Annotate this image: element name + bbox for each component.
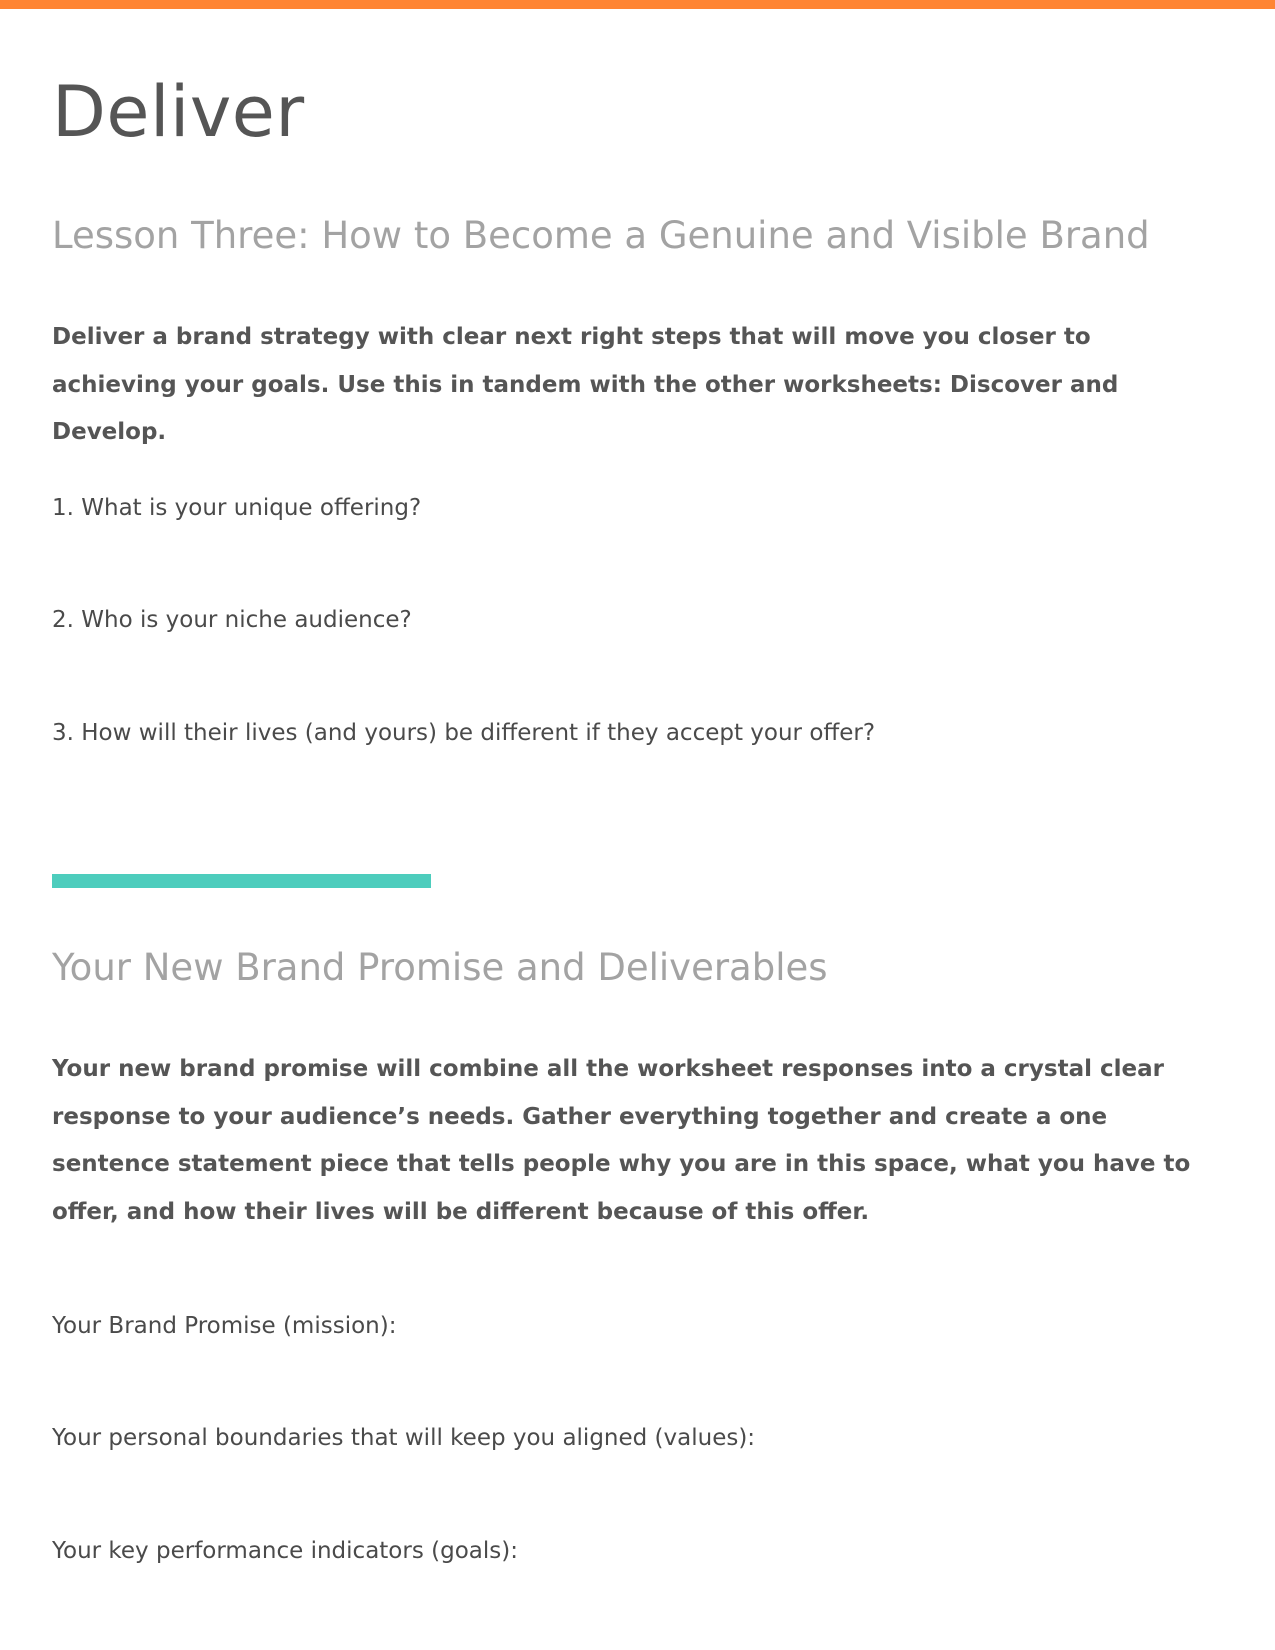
question-3: 3. How will their lives (and yours) be different if they accept your offer? <box>52 720 876 746</box>
kpi-prompt: Your key performance indicators (goals): <box>52 1538 518 1564</box>
page-title: Deliver <box>52 71 305 153</box>
question-2: 2. Who is your niche audience? <box>52 607 412 633</box>
lesson-intro: Deliver a brand strategy with clear next right steps that will move you closer to achieving your goals. Use this in tandem with the other worksheets: Discover and Develop. <box>52 324 1119 445</box>
promise-intro: Your new brand promise will combine all the worksheet responses into a crystal clear response to your audience’s needs. Gather everything together and create a one sentence statement piece that tells people why you are in this space, what you have to offer, and how their lives will be different because of this offer. <box>52 1056 1191 1225</box>
boundaries-prompt: Your personal boundaries that will keep you aligned (values): <box>52 1425 756 1451</box>
promise-heading: Your New Brand Promise and Deliverables <box>52 946 828 989</box>
lesson-heading: Lesson Three: How to Become a Genuine and Visible Brand <box>52 214 1150 257</box>
brand-promise-prompt: Your Brand Promise (mission): <box>52 1313 397 1339</box>
question-1: 1. What is your unique offering? <box>52 495 422 521</box>
section-divider <box>52 874 431 888</box>
top-accent-bar <box>0 0 1275 9</box>
